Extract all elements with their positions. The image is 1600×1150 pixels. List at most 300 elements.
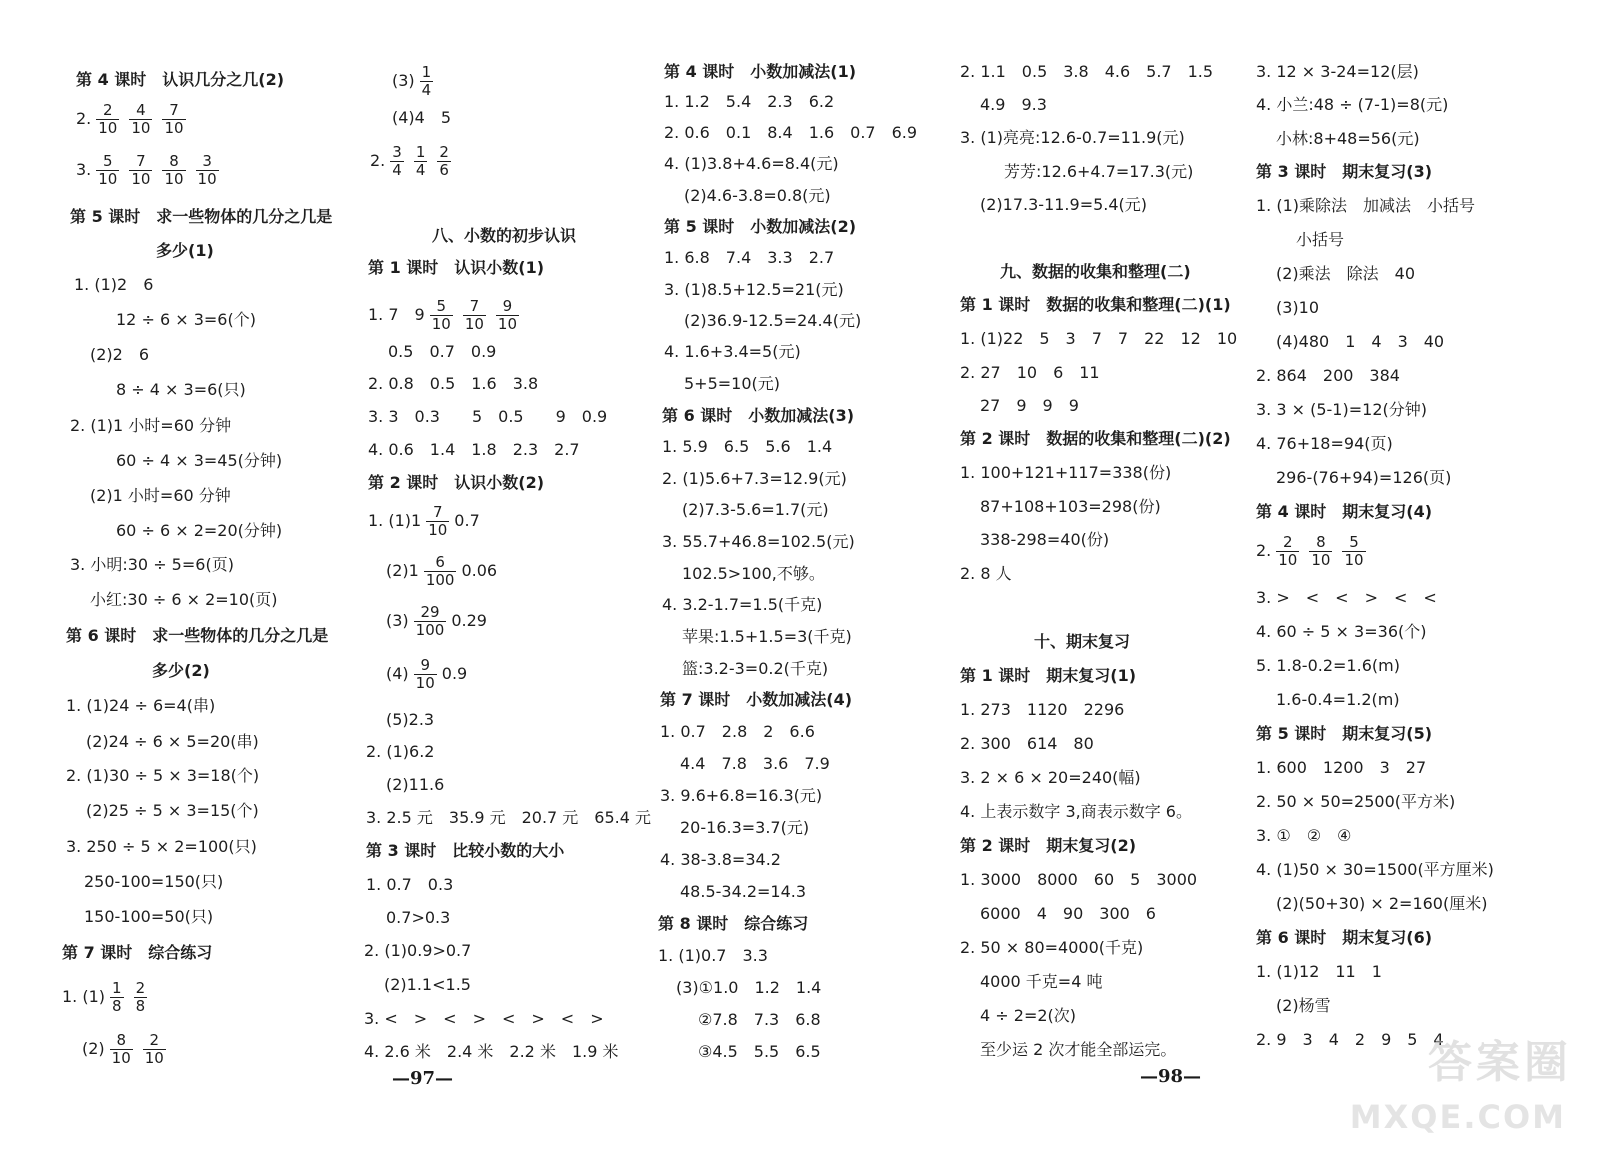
lesson-heading — [660, 690, 852, 710]
answer-line — [980, 95, 1047, 115]
fraction — [496, 298, 519, 333]
answer-text: 3. ① ② ④ — [1256, 826, 1352, 845]
answer-line — [66, 837, 257, 857]
answer-text: 1. (1) — [62, 987, 106, 1006]
fraction-numerator: 5 — [436, 297, 447, 315]
answer-line — [1276, 298, 1319, 318]
answer-line — [664, 342, 801, 362]
answer-line — [1256, 588, 1437, 608]
answer-text: 2. 1.1 0.5 3.8 4.6 5.7 1.5 — [960, 62, 1214, 81]
answer-line — [386, 554, 497, 589]
answer-line — [682, 564, 825, 584]
answer-line — [364, 1042, 618, 1062]
answer-text: 0.7 — [454, 511, 480, 530]
answer-line — [66, 696, 215, 716]
answer-line — [116, 380, 246, 400]
answer-text: 4. 上表示数字 3,商表示数字 6。 — [960, 802, 1192, 821]
answer-text: 小红:30 ÷ 6 × 2=10(页) — [90, 590, 278, 609]
fraction — [196, 153, 219, 188]
answer-text: 102.5>100,不够。 — [682, 564, 825, 583]
answer-line — [662, 532, 855, 552]
answer-text: 2. 0.8 0.5 1.6 3.8 — [368, 374, 539, 393]
answer-text: 0.06 — [461, 561, 498, 580]
answer-text: (4) — [386, 664, 409, 683]
answer-line — [1276, 264, 1415, 284]
answer-text: 27 9 9 9 — [980, 396, 1079, 415]
answer-text: 芳芳:12.6+4.7=17.3(元) — [1004, 162, 1194, 181]
answer-line — [680, 754, 830, 774]
fraction — [463, 298, 486, 333]
answer-text: 1. 100+121+117=338(份) — [960, 463, 1172, 482]
lesson-heading — [152, 661, 210, 681]
answer-line — [370, 144, 456, 179]
answer-text: 2. 50 × 50=2500(平方米) — [1256, 792, 1456, 811]
answer-text: 2. 0.6 0.1 8.4 1.6 0.7 6.9 — [664, 123, 918, 142]
lesson-heading — [1034, 632, 1130, 652]
fraction-denominator: 10 — [98, 119, 118, 137]
fraction-numerator: 1 — [112, 979, 122, 997]
answer-line — [980, 1006, 1076, 1026]
answer-text: 1. (1)乘除法 加减法 小括号 — [1256, 196, 1476, 215]
lesson-heading — [960, 295, 1231, 315]
answer-line — [684, 186, 831, 206]
answer-text: 第 6 课时 小数加减法(3) — [662, 406, 855, 425]
fraction — [96, 153, 119, 188]
answer-text: 6000 4 90 300 6 — [980, 904, 1156, 923]
fraction — [1309, 534, 1332, 569]
lesson-heading — [1256, 162, 1432, 182]
lesson-heading — [662, 406, 854, 426]
answer-line — [116, 451, 282, 471]
lesson-heading — [76, 70, 284, 90]
answer-text: 4. 3.2-1.7=1.5(千克) — [662, 595, 823, 614]
answer-line — [76, 102, 191, 137]
answer-text: 3. > < < > < < — [1256, 588, 1437, 607]
answer-line — [1256, 758, 1426, 778]
answer-text: 1. 7 9 — [368, 305, 425, 324]
answer-text: (2)25 ÷ 5 × 3=15(个) — [86, 801, 259, 820]
fraction-numerator: 7 — [169, 101, 179, 119]
answer-line — [664, 248, 834, 268]
answer-text: 多少(2) — [152, 661, 210, 680]
fraction — [390, 144, 404, 179]
fraction — [414, 657, 437, 692]
answer-line — [660, 786, 822, 806]
answer-line — [660, 850, 781, 870]
fraction-numerator: 2 — [103, 101, 113, 119]
fraction-denominator: 10 — [431, 315, 451, 333]
answer-text: 第 2 课时 数据的收集和整理(二)(2) — [960, 429, 1231, 448]
answer-line — [1256, 622, 1426, 642]
answer-line — [368, 374, 538, 394]
answer-text: 5. 1.8-0.2=1.6(m) — [1256, 656, 1400, 675]
answer-text: 1. 600 1200 3 27 — [1256, 758, 1427, 777]
answer-line — [1256, 400, 1427, 420]
fraction-denominator: 10 — [497, 315, 517, 333]
answer-line — [682, 659, 828, 679]
answer-line — [384, 975, 471, 995]
answer-text: 篮:3.2-3=0.2(千克) — [682, 659, 829, 678]
answer-text: 2. 8 人 — [960, 564, 1012, 583]
lesson-heading — [70, 207, 332, 227]
fraction-denominator: 8 — [112, 997, 122, 1015]
fraction-denominator: 10 — [98, 170, 118, 188]
answer-text: (3)①1.0 1.2 1.4 — [676, 978, 822, 997]
answer-line — [76, 153, 224, 188]
answer-text: (2)36.9-12.5=24.4(元) — [684, 311, 862, 330]
lesson-heading — [66, 626, 328, 646]
answer-text: (4)480 1 4 3 40 — [1276, 332, 1445, 351]
answer-text: 2. (1)5.6+7.3=12.9(元) — [662, 469, 847, 488]
answer-line — [366, 742, 434, 762]
answer-text: 1. (1)12 11 1 — [1256, 962, 1382, 981]
lesson-heading — [1000, 262, 1191, 282]
answer-text: 3. (1)8.5+12.5=21(元) — [664, 280, 844, 299]
answer-text: 2. — [76, 109, 92, 128]
fraction — [426, 504, 449, 539]
answer-line — [662, 595, 822, 615]
fraction-numerator: 1 — [415, 143, 426, 161]
fraction — [1342, 534, 1365, 569]
lesson-heading — [1256, 724, 1432, 744]
answer-text: 第 4 课时 小数加减法(1) — [664, 62, 857, 81]
answer-text: 3. 250 ÷ 5 × 2=100(只) — [66, 837, 257, 856]
answer-text: 4.9 9.3 — [980, 95, 1047, 114]
answer-text: 第 6 课时 求一些物体的几分之几是 — [66, 626, 329, 645]
answer-text: (2)(50+30) × 2=160(厘米) — [1276, 894, 1488, 913]
answer-line — [86, 801, 259, 821]
answer-text: 4. 小兰:48 ÷ (7-1)=8(元) — [1256, 95, 1449, 114]
answer-line — [960, 734, 1094, 754]
answer-text: (2)4.6-3.8=0.8(元) — [684, 186, 831, 205]
answer-line — [960, 329, 1237, 349]
answer-text: 4 ÷ 2=2(次) — [980, 1006, 1077, 1025]
answer-line — [386, 657, 467, 692]
lesson-heading — [664, 62, 856, 82]
fraction-denominator: 10 — [415, 674, 435, 692]
answer-line — [1256, 962, 1382, 982]
answer-text: (2)1 — [386, 561, 419, 580]
answer-text: (2)杨雪 — [1276, 996, 1331, 1015]
answer-text: (3)10 — [1276, 298, 1320, 317]
answer-text: 1. (1)24 ÷ 6=4(串) — [66, 696, 216, 715]
answer-text: (2)11.6 — [386, 775, 445, 794]
answer-text: (5)2.3 — [386, 710, 435, 729]
answer-line — [664, 154, 839, 174]
answer-text: 150-100=50(只) — [84, 907, 214, 926]
answer-text: (2)1.1<1.5 — [384, 975, 471, 994]
answer-text: 3. 3 0.3 5 0.5 9 0.9 — [368, 407, 608, 426]
fraction-numerator: 8 — [1316, 533, 1326, 551]
answer-text: 小括号 — [1296, 230, 1345, 249]
fraction-denominator: 10 — [111, 1049, 131, 1067]
lesson-heading — [658, 914, 808, 934]
answer-text: 1. (1)22 5 3 7 7 22 12 10 — [960, 329, 1238, 348]
answer-text: ②7.8 7.3 6.8 — [698, 1010, 821, 1029]
answer-line — [90, 345, 149, 365]
fraction-denominator: 6 — [439, 161, 449, 179]
answer-text: 2. 27 10 6 11 — [960, 363, 1100, 382]
fraction — [1276, 534, 1299, 569]
answer-text: 第 1 课时 数据的收集和整理(二)(1) — [960, 295, 1231, 314]
fraction — [420, 64, 434, 99]
answer-line — [662, 437, 832, 457]
answer-line — [658, 946, 768, 966]
lesson-heading — [664, 217, 856, 237]
fraction — [162, 102, 185, 137]
answer-line — [1256, 95, 1448, 115]
answer-line — [364, 941, 471, 961]
answer-text: 3. < > < > < > < > — [364, 1009, 604, 1028]
answer-text: 2. — [370, 151, 386, 170]
lesson-heading — [62, 943, 212, 963]
fraction-numerator: 7 — [136, 152, 146, 170]
answer-text: 第 6 课时 期末复习(6) — [1256, 928, 1433, 947]
answer-line — [682, 627, 852, 647]
answer-line — [980, 530, 1109, 550]
answer-line — [74, 275, 153, 295]
answer-line — [82, 1032, 171, 1067]
fraction — [129, 153, 152, 188]
fraction-numerator: 2 — [149, 1031, 160, 1049]
answer-text: 4. (1)50 × 30=1500(平方厘米) — [1256, 860, 1494, 879]
answer-line — [70, 416, 231, 436]
answer-line — [980, 396, 1079, 416]
answer-text: 0.7>0.3 — [386, 908, 451, 927]
fraction — [414, 144, 428, 179]
answer-line — [698, 1042, 821, 1062]
answer-text: (2)1 小时=60 分钟 — [90, 486, 231, 505]
answer-line — [960, 463, 1171, 483]
answer-line — [90, 486, 231, 506]
fraction-denominator: 10 — [131, 119, 151, 137]
answer-text: 1. 3000 8000 60 5 3000 — [960, 870, 1198, 889]
answer-line — [1276, 129, 1420, 149]
answer-line — [388, 342, 496, 362]
answer-text: 48.5-34.2=14.3 — [680, 882, 807, 901]
answer-text: 4. 38-3.8=34.2 — [660, 850, 781, 869]
answer-line — [70, 555, 234, 575]
fraction — [437, 144, 451, 179]
fraction-numerator: 8 — [169, 152, 179, 170]
answer-text: 4.4 7.8 3.6 7.9 — [680, 754, 830, 773]
fraction — [143, 1032, 166, 1067]
answer-text: 0.29 — [451, 611, 487, 630]
answer-text: (2)17.3-11.9=5.4(元) — [980, 195, 1148, 214]
answer-text: (2)7.3-5.6=1.7(元) — [682, 500, 829, 519]
answer-line — [1256, 534, 1371, 569]
answer-line — [386, 604, 487, 639]
fraction-denominator: 10 — [428, 521, 448, 539]
answer-line — [1256, 366, 1400, 386]
answer-line — [368, 407, 607, 427]
answer-text: 2. 9 3 4 2 9 5 4 — [1256, 1030, 1444, 1049]
answer-line — [960, 62, 1213, 82]
answer-text: 4000 千克=4 吨 — [980, 972, 1103, 991]
answer-line — [1256, 826, 1351, 846]
answer-text: 小林:8+48=56(元) — [1276, 129, 1420, 148]
answer-line — [366, 875, 453, 895]
lesson-heading — [960, 666, 1136, 686]
fraction-numerator: 2 — [1283, 533, 1293, 551]
answer-line — [1256, 196, 1475, 216]
answer-text: 2. 300 614 80 — [960, 734, 1094, 753]
answer-line — [62, 980, 152, 1015]
answer-line — [364, 1009, 604, 1029]
answer-text: 3. (1)亮亮:12.6-0.7=11.9(元) — [960, 128, 1185, 147]
answer-line — [1276, 894, 1487, 914]
fraction-denominator: 10 — [1344, 551, 1364, 569]
answer-text: 1. 0.7 2.8 2 6.6 — [660, 722, 815, 741]
answer-text: 九、数据的收集和整理(二) — [1000, 262, 1191, 281]
answer-line — [386, 710, 434, 730]
answer-text: ③4.5 5.5 6.5 — [698, 1042, 821, 1061]
answer-text: 4. 60 ÷ 5 × 3=36(个) — [1256, 622, 1427, 641]
answer-text: 第 3 课时 比较小数的大小 — [366, 841, 565, 860]
answer-line — [1276, 332, 1444, 352]
answer-text: 第 7 课时 小数加减法(4) — [660, 690, 853, 709]
answer-line — [980, 497, 1161, 517]
lesson-heading — [366, 841, 564, 861]
answer-line — [960, 802, 1192, 822]
answer-text: 87+108+103=298(份) — [980, 497, 1161, 516]
fraction-numerator: 9 — [420, 656, 430, 674]
answer-line — [960, 363, 1100, 383]
fraction-numerator: 1 — [421, 63, 432, 81]
answer-line — [392, 108, 451, 128]
answer-text: 3. 55.7+46.8=102.5(元) — [662, 532, 855, 551]
answer-line — [86, 732, 259, 752]
lesson-heading — [156, 241, 214, 261]
answer-text: 2. 864 200 384 — [1256, 366, 1400, 385]
answer-line — [664, 92, 834, 112]
answer-text: 0.5 0.7 0.9 — [388, 342, 497, 361]
answer-text: 2. (1)0.9>0.7 — [364, 941, 472, 960]
answer-text: 2. 50 × 80=4000(千克) — [960, 938, 1144, 957]
answer-text: 3. 9.6+6.8=16.3(元) — [660, 786, 823, 805]
fraction-denominator: 10 — [131, 170, 151, 188]
answer-text: 第 5 课时 期末复习(5) — [1256, 724, 1433, 743]
answer-line — [682, 500, 829, 520]
answer-text: 第 5 课时 小数加减法(2) — [664, 217, 857, 236]
answer-text: 第 8 课时 综合练习 — [658, 914, 809, 933]
answer-line — [664, 280, 844, 300]
answer-text: (4)4 5 — [392, 108, 452, 127]
answer-line — [368, 504, 480, 539]
fraction — [162, 153, 185, 188]
answer-text: 1. (1)2 6 — [74, 275, 154, 294]
answer-line — [116, 310, 256, 330]
fraction-denominator: 10 — [164, 119, 184, 137]
answer-text: 第 4 课时 认识几分之几(2) — [76, 70, 285, 89]
answer-line — [1256, 656, 1400, 676]
answer-text: 4. 0.6 1.4 1.8 2.3 2.7 — [368, 440, 580, 459]
answer-text: 第 4 课时 期末复习(4) — [1256, 502, 1433, 521]
answer-text: 1. 273 1120 2296 — [960, 700, 1125, 719]
answer-text: 20-16.3=3.7(元) — [680, 818, 810, 837]
answer-line — [684, 374, 780, 394]
answer-line — [664, 123, 917, 143]
answer-text: 第 5 课时 求一些物体的几分之几是 — [70, 207, 333, 226]
answer-line — [368, 440, 580, 460]
answer-line — [680, 818, 809, 838]
answer-text: 5+5=10(元) — [684, 374, 781, 393]
lesson-heading — [368, 473, 544, 493]
answer-line — [1276, 690, 1400, 710]
answer-line — [662, 469, 847, 489]
answer-line — [1296, 230, 1344, 250]
answer-text: (2)2 6 — [90, 345, 150, 364]
answer-text: 苹果:1.5+1.5=3(千克) — [682, 627, 852, 646]
answer-text: 3. 小明:30 ÷ 5=6(页) — [70, 555, 234, 574]
fraction-numerator: 3 — [392, 143, 402, 161]
answer-line — [660, 722, 815, 742]
answer-line — [1256, 434, 1393, 454]
fraction-numerator: 3 — [202, 152, 212, 170]
answer-text: 1. (1)1 — [368, 511, 422, 530]
lesson-heading — [960, 429, 1231, 449]
answer-text: 第 3 课时 期末复习(3) — [1256, 162, 1433, 181]
fraction — [414, 604, 447, 639]
answer-line — [980, 904, 1156, 924]
answer-text: 3. 2 × 6 × 20=240(幅) — [960, 768, 1141, 787]
fraction-denominator: 10 — [464, 315, 484, 333]
answer-text: 第 1 课时 认识小数(1) — [368, 258, 545, 277]
fraction-denominator: 4 — [415, 161, 426, 179]
answer-text: (2) — [82, 1039, 105, 1058]
fraction-numerator: 8 — [116, 1031, 126, 1049]
fraction — [110, 1032, 133, 1067]
answer-text: 十、期末复习 — [1034, 632, 1131, 651]
fraction — [110, 980, 124, 1015]
answer-text: 1.6-0.4=1.2(m) — [1276, 690, 1400, 709]
fraction-denominator: 100 — [415, 621, 445, 639]
fraction — [134, 980, 148, 1015]
fraction-denominator: 4 — [392, 161, 402, 179]
lesson-heading — [1256, 502, 1432, 522]
answer-line — [980, 195, 1147, 215]
fraction-denominator: 10 — [1278, 551, 1298, 569]
answer-text: 1. 0.7 0.3 — [366, 875, 454, 894]
fraction-numerator: 29 — [420, 603, 440, 621]
answer-text: (3) — [386, 611, 409, 630]
answer-line — [960, 128, 1185, 148]
watermark-text: 答案圈 — [1428, 1037, 1572, 1088]
fraction-denominator: 100 — [425, 571, 455, 589]
answer-text: (2)24 ÷ 6 × 5=20(串) — [86, 732, 259, 751]
answer-line — [960, 870, 1197, 890]
watermark-logo — [1332, 1026, 1572, 1136]
lesson-heading — [368, 258, 544, 278]
answer-line — [386, 775, 444, 795]
fraction-denominator: 10 — [164, 170, 184, 188]
fraction-numerator: 4 — [136, 101, 146, 119]
fraction-numerator: 7 — [469, 297, 480, 315]
fraction-denominator: 10 — [144, 1049, 164, 1067]
answer-text: 1. 1.2 5.4 2.3 6.2 — [664, 92, 835, 111]
answer-text: 4. 1.6+3.4=5(元) — [664, 342, 801, 361]
answer-text: 第 1 课时 期末复习(1) — [960, 666, 1137, 685]
fraction — [430, 298, 453, 333]
answer-text: 八、小数的初步认识 — [432, 226, 577, 245]
lesson-heading — [432, 226, 576, 246]
answer-line — [90, 590, 278, 610]
answer-text: 2. (1)1 小时=60 分钟 — [70, 416, 232, 435]
answer-text: 296-(76+94)=126(页) — [1276, 468, 1452, 487]
answer-text: 2. (1)30 ÷ 5 × 3=18(个) — [66, 766, 260, 785]
answer-line — [960, 564, 1012, 584]
watermark-url: MXQE.COM — [1349, 1098, 1566, 1136]
